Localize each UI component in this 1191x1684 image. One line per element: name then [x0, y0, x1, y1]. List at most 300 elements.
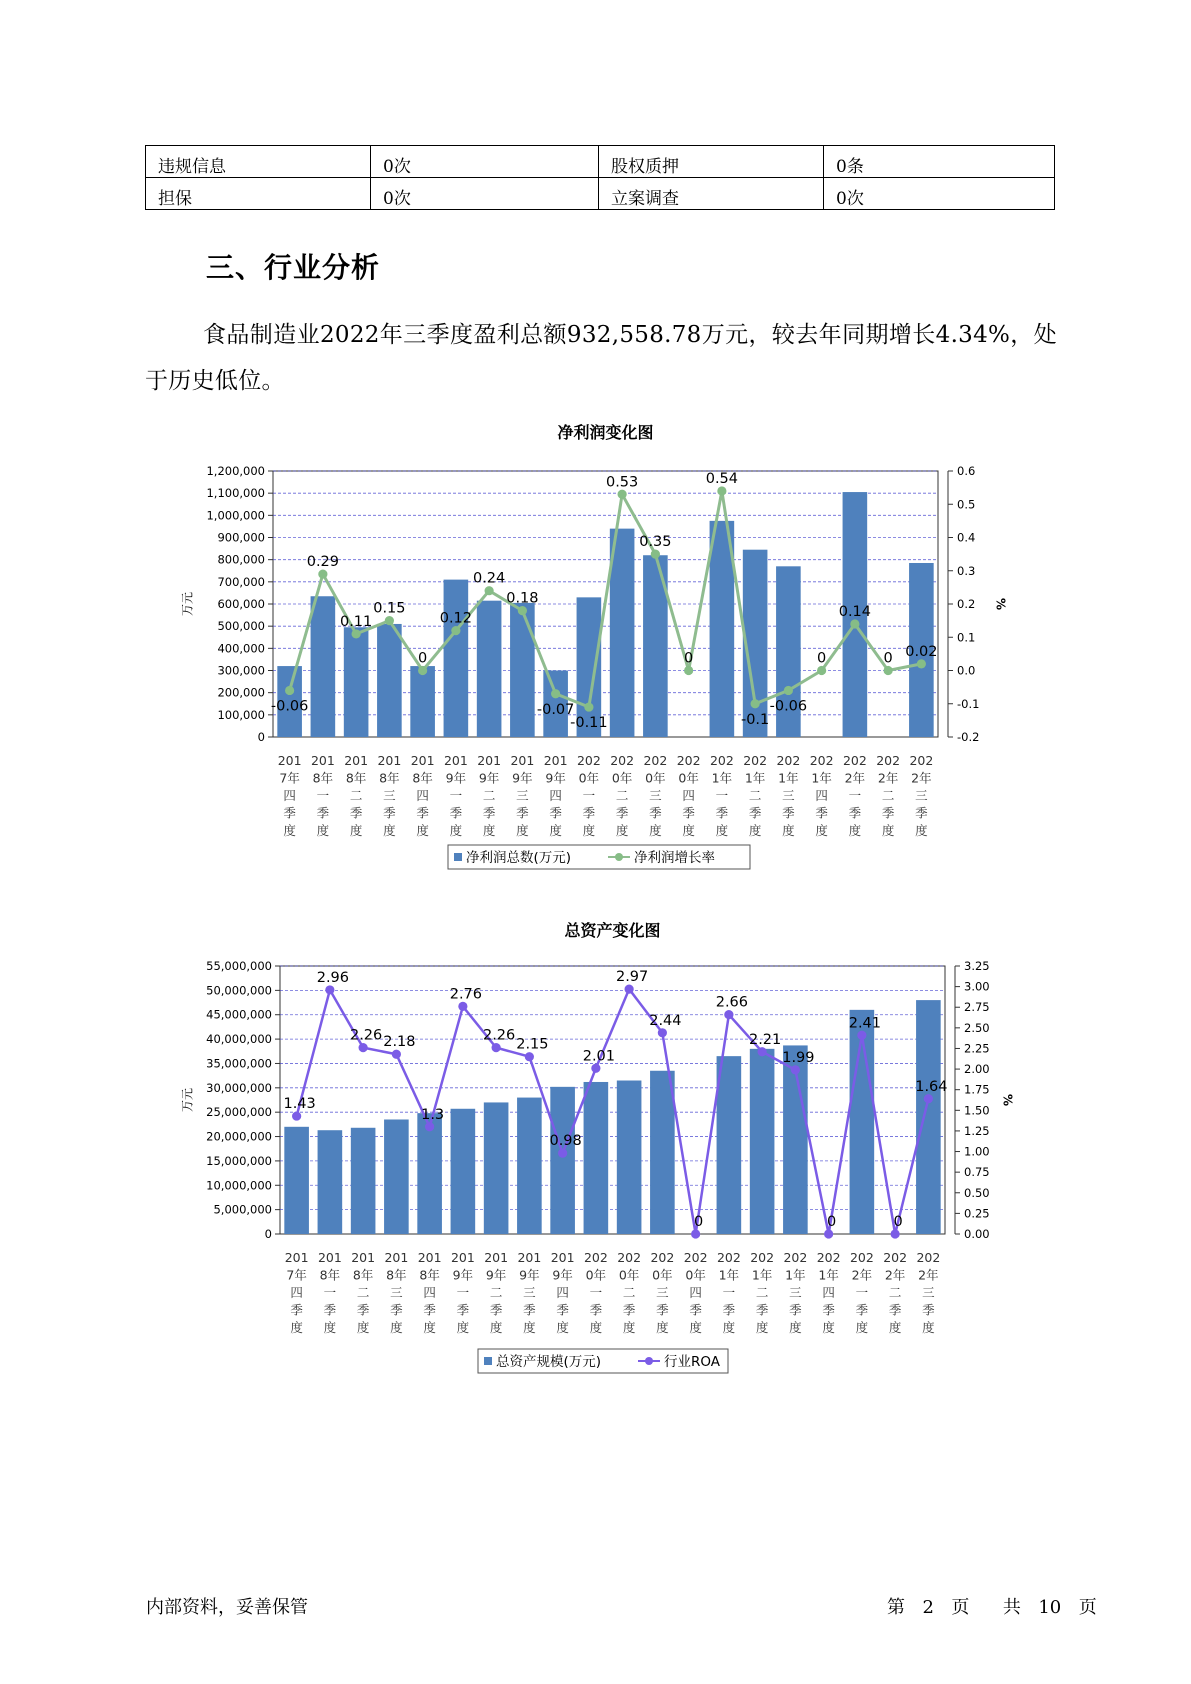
- x-tick-label: 201: [317, 1250, 342, 1265]
- x-tick-label: 二: [615, 788, 629, 803]
- line-marker: [325, 985, 334, 994]
- line-marker: [891, 1229, 900, 1238]
- x-tick-label: 201: [477, 753, 502, 768]
- data-label: 0.98: [549, 1133, 582, 1150]
- data-label: 0: [827, 1214, 837, 1230]
- bar: [510, 603, 535, 737]
- x-tick-label: 度: [582, 823, 596, 838]
- x-tick-label: 四: [822, 1285, 835, 1300]
- x-tick-label: 9年: [452, 1267, 474, 1283]
- x-tick-label: 度: [482, 823, 496, 838]
- x-tick-label: 2年: [877, 770, 899, 786]
- line-marker: [651, 550, 660, 559]
- x-tick-label: 8年: [419, 1267, 440, 1283]
- bar: [610, 529, 635, 737]
- y-left-axis-label: 万元: [180, 591, 195, 617]
- y-left-tick-label: 15,000,000: [206, 1153, 272, 1168]
- y-left-tick-label: 50,000,000: [206, 983, 272, 998]
- x-tick-label: 度: [349, 823, 363, 838]
- x-tick-label: 度: [316, 823, 330, 838]
- legend-bar-label: 总资产规模(万元): [496, 1354, 602, 1370]
- footer-page-info: [887, 1593, 1097, 1619]
- table-cell: 0次: [371, 146, 599, 178]
- line-marker: [518, 606, 527, 615]
- x-tick-label: 度: [622, 1320, 636, 1335]
- x-tick-label: 7年: [279, 770, 300, 786]
- x-tick-label: 二: [482, 788, 496, 803]
- x-tick-label: 1年: [711, 770, 733, 786]
- bar: [377, 624, 402, 737]
- x-tick-label: 度: [449, 823, 463, 838]
- x-tick-label: 202: [842, 753, 867, 768]
- x-tick-label: 四: [815, 788, 828, 803]
- line-marker: [917, 659, 926, 668]
- x-tick-label: 季: [689, 1302, 702, 1318]
- x-tick-label: 202: [743, 753, 768, 768]
- y-right-tick-label: 1.25: [964, 1123, 990, 1138]
- y-left-tick-label: 300,000: [217, 663, 265, 678]
- total-assets-chart: [180, 918, 1060, 1382]
- y-left-tick-label: 0: [264, 1227, 272, 1241]
- y-left-tick-label: 35,000,000: [206, 1056, 272, 1071]
- table-cell: 股权质押: [599, 146, 824, 178]
- table-row: [146, 178, 1055, 210]
- x-tick-label: 度: [615, 823, 629, 838]
- x-tick-label: 202: [617, 1250, 642, 1265]
- line-marker: [884, 666, 893, 675]
- line-marker: [584, 702, 593, 711]
- legend-bar-swatch: [484, 1357, 492, 1365]
- x-tick-label: 0年: [685, 1267, 706, 1283]
- x-tick-label: 202: [643, 753, 668, 768]
- y-right-tick-label: 2.00: [964, 1062, 990, 1077]
- x-tick-label: 季: [615, 805, 629, 821]
- data-label: 0.24: [472, 570, 506, 587]
- x-tick-label: 202: [916, 1250, 941, 1265]
- x-tick-label: 0年: [618, 1267, 640, 1283]
- y-left-tick-label: 45,000,000: [206, 1007, 272, 1022]
- legend-bar-label: 净利润总数(万元): [466, 850, 572, 866]
- x-tick-label: 2年: [911, 770, 932, 786]
- line-marker: [292, 1111, 301, 1120]
- line-marker: [318, 569, 327, 578]
- x-tick-label: 202: [709, 753, 734, 768]
- x-tick-label: 季: [383, 805, 396, 821]
- x-tick-label: 1年: [785, 1267, 806, 1283]
- line-marker: [591, 1064, 600, 1073]
- x-tick-label: 2年: [851, 1267, 873, 1283]
- x-tick-label: 202: [650, 1250, 675, 1265]
- data-label: 2.41: [848, 1015, 882, 1032]
- line-marker: [451, 626, 460, 635]
- x-tick-label: 1年: [718, 1267, 740, 1283]
- x-tick-label: 季: [356, 1302, 370, 1318]
- x-tick-label: 度: [715, 823, 729, 838]
- bar: [584, 1082, 609, 1234]
- x-tick-label: 度: [383, 823, 396, 838]
- y-left-tick-label: 700,000: [217, 574, 265, 589]
- y-right-tick-label: -0.2: [957, 730, 980, 744]
- y-left-tick-label: 20,000,000: [206, 1129, 272, 1144]
- line-marker: [285, 686, 294, 695]
- x-tick-label: 二: [888, 1285, 902, 1300]
- x-tick-label: 2年: [918, 1267, 939, 1283]
- x-tick-label: 季: [855, 1302, 869, 1318]
- total-unit: 页: [1078, 1597, 1097, 1618]
- line-marker: [525, 1052, 534, 1061]
- x-tick-label: 201: [550, 1250, 575, 1265]
- y-right-tick-label: 2.25: [964, 1041, 990, 1056]
- x-tick-label: 201: [351, 1250, 376, 1265]
- line-marker: [558, 1149, 567, 1158]
- x-tick-label: 度: [523, 1320, 536, 1335]
- x-tick-label: 2年: [884, 1267, 906, 1283]
- line-marker: [625, 984, 634, 993]
- x-tick-label: 1年: [818, 1267, 839, 1283]
- bar: [451, 1109, 476, 1234]
- x-tick-label: 度: [915, 823, 928, 838]
- x-tick-label: 度: [881, 823, 895, 838]
- x-tick-label: 202: [776, 753, 801, 768]
- data-label: -0.07: [536, 701, 575, 718]
- x-tick-label: 0年: [585, 1267, 607, 1283]
- y-right-tick-label: 0.00: [964, 1227, 990, 1241]
- data-label: 0: [893, 1214, 903, 1230]
- x-tick-label: 二: [356, 1285, 370, 1300]
- bar: [384, 1119, 409, 1234]
- line-marker: [418, 666, 427, 675]
- x-tick-label: 季: [549, 805, 562, 821]
- x-tick-label: 202: [716, 1250, 741, 1265]
- line-marker: [724, 1010, 733, 1019]
- x-tick-label: 201: [277, 753, 302, 768]
- x-tick-label: 季: [848, 805, 862, 821]
- line-marker: [758, 1047, 767, 1056]
- line-marker: [425, 1122, 434, 1131]
- net-profit-chart: [180, 420, 1060, 884]
- bar: [318, 1130, 343, 1234]
- table-cell: 0次: [371, 178, 599, 210]
- x-tick-label: 201: [377, 753, 402, 768]
- x-tick-label: 201: [310, 753, 335, 768]
- line-marker: [817, 666, 826, 675]
- data-label: 0: [694, 1214, 704, 1230]
- x-tick-label: 季: [815, 805, 828, 821]
- x-tick-label: 7年: [286, 1267, 307, 1283]
- x-tick-label: 202: [750, 1250, 775, 1265]
- x-tick-label: 一: [323, 1285, 337, 1300]
- x-tick-label: 季: [915, 805, 928, 821]
- data-label: 0.29: [306, 554, 340, 571]
- x-tick-label: 四: [682, 788, 695, 803]
- y-left-tick-label: 1,100,000: [206, 486, 265, 501]
- x-tick-label: 202: [610, 753, 635, 768]
- y-left-tick-label: 500,000: [217, 619, 265, 634]
- total-assets-chart-svg: [180, 918, 1060, 1378]
- x-tick-label: 202: [809, 753, 834, 768]
- x-tick-label: 202: [576, 753, 601, 768]
- x-tick-label: 二: [881, 788, 895, 803]
- x-tick-label: 201: [450, 1250, 475, 1265]
- data-label: 0.11: [339, 613, 373, 630]
- bar: [617, 1081, 642, 1234]
- data-label: 0: [684, 650, 694, 667]
- x-tick-label: 季: [416, 805, 429, 821]
- x-tick-label: 度: [822, 1320, 835, 1335]
- bar: [344, 627, 369, 737]
- x-tick-label: 季: [489, 1302, 503, 1318]
- chart-title: 净利润变化图: [557, 423, 654, 442]
- data-label: 2.01: [582, 1048, 616, 1065]
- y-right-axis-label: %: [1000, 1093, 1015, 1107]
- x-tick-label: 季: [682, 805, 695, 821]
- table-row: [146, 146, 1055, 178]
- x-tick-label: 四: [416, 788, 429, 803]
- legend-line-label: 行业ROA: [664, 1354, 721, 1370]
- x-tick-label: 季: [556, 1302, 569, 1318]
- x-tick-label: 202: [816, 1250, 841, 1265]
- x-tick-label: 度: [848, 823, 862, 838]
- x-tick-label: 一: [848, 788, 862, 803]
- line-marker: [658, 1028, 667, 1037]
- y-right-tick-label: 3.25: [964, 959, 990, 973]
- x-tick-label: 度: [789, 1320, 802, 1335]
- data-label: 0.54: [705, 470, 739, 487]
- x-tick-label: 0年: [652, 1267, 673, 1283]
- y-left-tick-label: 0: [257, 730, 265, 744]
- table-cell: 违规信息: [146, 146, 371, 178]
- x-tick-label: 季: [390, 1302, 403, 1318]
- data-label: 2.26: [349, 1027, 383, 1044]
- section-heading: 三、行业分析: [206, 251, 381, 284]
- y-left-tick-label: 600,000: [217, 597, 265, 611]
- x-tick-label: 201: [344, 753, 369, 768]
- x-tick-label: 季: [582, 805, 596, 821]
- data-label: 0.14: [838, 603, 872, 620]
- y-left-tick-label: 55,000,000: [206, 959, 272, 973]
- x-tick-label: 0年: [611, 770, 633, 786]
- x-tick-label: 9年: [545, 770, 566, 786]
- y-right-tick-label: 2.50: [964, 1020, 990, 1035]
- x-tick-label: 8年: [379, 770, 400, 786]
- page-unit: 页: [951, 1597, 970, 1618]
- x-tick-label: 季: [482, 805, 496, 821]
- x-tick-label: 9年: [552, 1267, 573, 1283]
- line-marker: [924, 1094, 933, 1103]
- x-tick-label: 季: [748, 805, 762, 821]
- x-tick-label: 二: [748, 788, 762, 803]
- data-label: 0.35: [639, 534, 672, 551]
- data-label: 2.66: [715, 994, 749, 1011]
- x-tick-label: 季: [922, 1302, 935, 1318]
- data-label: 0.18: [506, 590, 539, 607]
- x-tick-label: 季: [881, 805, 895, 821]
- x-tick-label: 度: [489, 1320, 503, 1335]
- data-label: 0.02: [905, 643, 938, 660]
- x-tick-label: 季: [349, 805, 363, 821]
- x-tick-label: 202: [883, 1250, 908, 1265]
- legend-bar-swatch: [454, 853, 462, 861]
- x-tick-label: 度: [722, 1320, 736, 1335]
- bar: [850, 1010, 875, 1234]
- data-label: 1.43: [283, 1096, 316, 1113]
- data-label: 2.96: [316, 969, 350, 986]
- x-tick-label: 三: [922, 1285, 935, 1300]
- line-marker: [850, 619, 859, 628]
- x-tick-label: 202: [683, 1250, 708, 1265]
- x-tick-label: 季: [449, 805, 463, 821]
- x-tick-label: 8年: [352, 1267, 374, 1283]
- y-left-tick-label: 5,000,000: [213, 1202, 272, 1217]
- legend-line-marker: [615, 853, 623, 861]
- x-tick-label: 度: [748, 823, 762, 838]
- x-tick-label: 季: [516, 805, 529, 821]
- bar: [351, 1128, 376, 1234]
- x-tick-label: 9年: [519, 1267, 540, 1283]
- page-number: 2: [922, 1597, 934, 1618]
- x-tick-label: 四: [423, 1285, 436, 1300]
- x-tick-label: 2年: [844, 770, 866, 786]
- y-right-tick-label: 3.00: [964, 979, 990, 994]
- x-tick-label: 9年: [512, 770, 533, 786]
- data-label: 0: [883, 650, 893, 667]
- line-marker: [784, 686, 793, 695]
- y-right-tick-label: 1.75: [964, 1082, 990, 1097]
- footer-confidential: 内部资料，妥善保管: [146, 1597, 308, 1618]
- data-label: 2.26: [482, 1027, 516, 1044]
- x-tick-label: 一: [449, 788, 463, 803]
- x-tick-label: 一: [715, 788, 729, 803]
- chart-title: 总资产变化图: [564, 921, 661, 940]
- y-left-axis-label: 万元: [180, 1087, 195, 1113]
- x-tick-label: 度: [290, 1320, 303, 1335]
- bar: [550, 1087, 575, 1234]
- x-tick-label: 一: [456, 1285, 470, 1300]
- data-label: 0.15: [373, 600, 406, 617]
- line-marker: [684, 666, 693, 675]
- y-left-tick-label: 800,000: [217, 552, 265, 567]
- data-label: 0: [817, 650, 827, 667]
- x-tick-label: 季: [789, 1302, 802, 1318]
- data-label: 0.12: [439, 610, 473, 627]
- y-right-tick-label: 0.3: [957, 563, 976, 578]
- x-tick-label: 9年: [478, 770, 500, 786]
- legend-line-label: 净利润增长率: [634, 850, 715, 866]
- x-tick-label: 1年: [811, 770, 832, 786]
- line-marker: [857, 1031, 866, 1040]
- x-tick-label: 三: [516, 788, 529, 803]
- analysis-paragraph: 食品制造业2022年三季度盈利总额932,558.78万元，较去年同期增长4.34%，处于历史低位。: [145, 322, 1057, 394]
- bar: [444, 580, 469, 737]
- x-tick-label: 一: [722, 1285, 736, 1300]
- y-left-tick-label: 40,000,000: [206, 1032, 272, 1047]
- data-label: 2.76: [449, 986, 483, 1003]
- data-label: 2.15: [516, 1036, 549, 1053]
- y-right-tick-label: 0.25: [964, 1206, 990, 1221]
- risk-info-table: [145, 145, 1055, 210]
- y-right-tick-label: 0.4: [957, 530, 976, 545]
- x-tick-label: 季: [589, 1302, 603, 1318]
- x-tick-label: 二: [489, 1285, 503, 1300]
- x-tick-label: 度: [815, 823, 828, 838]
- x-tick-label: 8年: [345, 770, 367, 786]
- y-right-tick-label: 1.00: [964, 1144, 990, 1159]
- y-left-tick-label: 25,000,000: [206, 1105, 272, 1120]
- y-right-tick-label: 0.75: [964, 1165, 990, 1180]
- x-tick-label: 季: [290, 1302, 303, 1318]
- plot-area: [280, 966, 948, 1234]
- bar: [916, 1000, 941, 1234]
- x-tick-label: 季: [888, 1302, 902, 1318]
- y-right-axis-label: %: [993, 597, 1008, 611]
- bar: [517, 1098, 542, 1234]
- line-marker: [691, 1229, 700, 1238]
- x-tick-label: 度: [855, 1320, 869, 1335]
- line-marker: [791, 1065, 800, 1074]
- bar: [650, 1071, 675, 1234]
- y-left-tick-label: 1,000,000: [206, 508, 265, 523]
- x-tick-label: 季: [755, 1302, 769, 1318]
- x-tick-label: 202: [849, 1250, 874, 1265]
- x-tick-label: 四: [556, 1285, 569, 1300]
- table-cell: 立案调查: [599, 178, 824, 210]
- line-marker: [392, 1050, 401, 1059]
- x-tick-label: 季: [649, 805, 662, 821]
- line-marker: [485, 586, 494, 595]
- data-label: -0.06: [769, 698, 808, 715]
- x-tick-label: 8年: [386, 1267, 407, 1283]
- x-tick-label: 季: [722, 1302, 736, 1318]
- x-tick-label: 四: [283, 788, 296, 803]
- x-tick-label: 度: [589, 1320, 603, 1335]
- x-tick-label: 201: [443, 753, 468, 768]
- y-left-tick-label: 1,200,000: [206, 464, 265, 478]
- x-tick-label: 度: [390, 1320, 403, 1335]
- line-marker: [824, 1229, 833, 1238]
- y-right-tick-label: 0.2: [957, 597, 976, 611]
- x-tick-label: 三: [390, 1285, 403, 1300]
- y-right-tick-label: 0.50: [964, 1185, 990, 1200]
- data-label: 0.53: [605, 474, 639, 491]
- data-label: 1.64: [915, 1078, 948, 1095]
- x-tick-label: 201: [484, 1250, 509, 1265]
- data-label: -0.1: [740, 711, 770, 728]
- x-tick-label: 度: [689, 1320, 702, 1335]
- x-tick-label: 三: [656, 1285, 669, 1300]
- x-tick-label: 201: [410, 753, 435, 768]
- data-label: 1.99: [782, 1049, 815, 1066]
- x-tick-label: 度: [782, 823, 795, 838]
- x-tick-label: 201: [417, 1250, 442, 1265]
- bar: [484, 1102, 509, 1234]
- x-tick-label: 度: [682, 823, 695, 838]
- x-tick-label: 季: [423, 1302, 436, 1318]
- y-left-tick-label: 900,000: [217, 530, 265, 545]
- bar: [311, 596, 336, 737]
- x-tick-label: 202: [583, 1250, 608, 1265]
- x-tick-label: 9年: [445, 770, 467, 786]
- data-label: 2.21: [748, 1031, 782, 1048]
- x-tick-label: 季: [622, 1302, 636, 1318]
- line-marker: [717, 486, 726, 495]
- x-tick-label: 度: [755, 1320, 769, 1335]
- x-tick-label: 度: [456, 1320, 470, 1335]
- y-right-tick-label: 2.75: [964, 1000, 990, 1015]
- x-tick-label: 度: [323, 1320, 337, 1335]
- x-tick-label: 度: [649, 823, 662, 838]
- bar: [477, 601, 502, 737]
- data-label: 0: [418, 650, 428, 667]
